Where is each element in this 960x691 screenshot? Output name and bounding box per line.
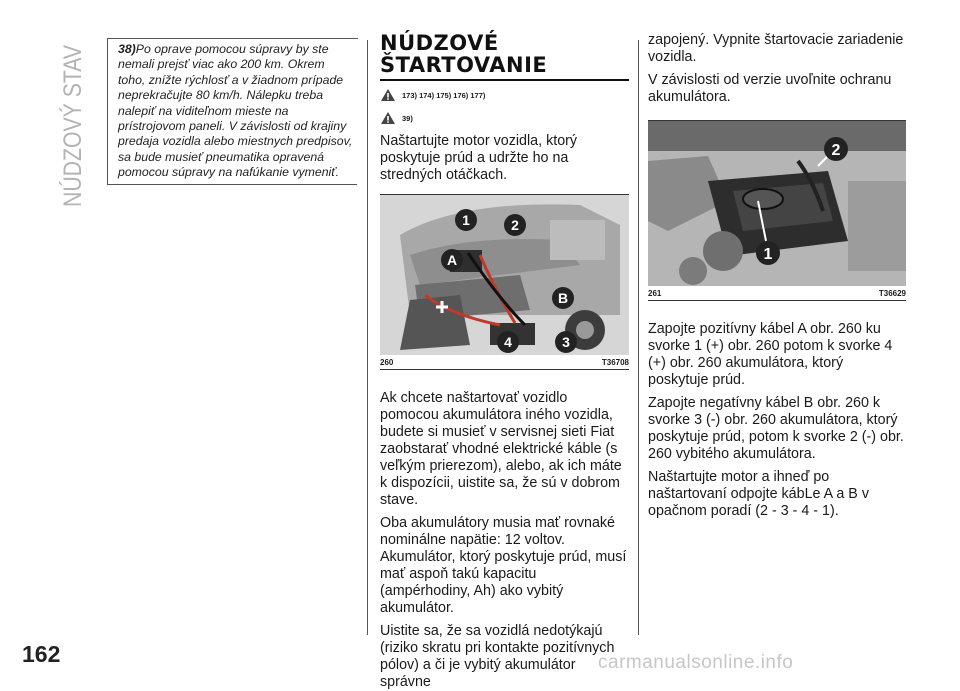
intro-paragraph: Naštartujte motor vozidla, ktorý poskytuje prúd a udržte ho na stredných otáčkach. (380, 133, 578, 183)
warning-note-box (107, 38, 357, 185)
fig-label: 2 (511, 217, 519, 233)
fig-label: 3 (562, 334, 570, 350)
section-side-title (54, 42, 88, 207)
body-paragraph: Uistite sa, že sa vozidlá nedotýkajú (riziko skratu pri kontakte pozitívnych pólov) a či je vybitý akumulátor správne (380, 623, 615, 690)
figure-number: 261 (648, 289, 662, 298)
body-paragraph: V závislosti od verzie uvoľnite ochranu akumulátora. (648, 72, 892, 105)
heading-rule (380, 79, 629, 81)
column-right (648, 32, 906, 520)
battery-terminal-illustration (648, 121, 906, 286)
body-paragraph: Zapojte negatívny kábel B obr. 260 k svorke 3 (-) obr. 260 akumulátora, ktorý poskytuje prúd, potom k svorke 2 (-) obr. 260 vybitého akumulátora. (648, 395, 904, 462)
column-divider (638, 40, 639, 635)
fig-label: 2 (831, 142, 841, 159)
watermark: carmanualsonline.info (598, 652, 794, 673)
svg-text:NÚDZOVÝ STAV: NÚDZOVÝ STAV (59, 42, 87, 207)
attention-triangle-icon (380, 111, 396, 125)
body-paragraph: Zapojte pozitívny kábel A obr. 260 ku svorke 1 (+) obr. 260 potom k svorke 4 (+) obr. 260 akumulátora, ktorý poskytuje prúd. (648, 321, 893, 388)
section-heading: NÚDZOVÉ ŠTARTOVANIE (380, 31, 548, 77)
figure-number: 260 (380, 358, 394, 367)
figure-code: T36708 (601, 358, 629, 367)
fig-label: B (557, 290, 569, 306)
body-paragraph: Oba akumulátory musia mať rovnaké nominálne napätie: 12 voltov. Akumulátor, ktorý poskytuje prúd, musí mať aspoň takú kapacitu (ampérhodiny, Ah) ako vybitý akumulátor. (380, 515, 627, 616)
figure-code: T36629 (878, 289, 906, 298)
page-number: 162 (22, 641, 61, 667)
note-ref: 38) (118, 42, 136, 56)
column-divider (367, 40, 368, 635)
note-text: Po oprave pomocou súpravy by ste nemali prejsť viac ako 200 km. Okrem toho, znížte rýchlosť a v žiadnom prípade neprekračujte 80 km/h. Nálepku treba nalepiť na viditeľnom mieste na prístrojovom paneli. V závislosti od krajiny predaja vozidla alebo miestnych predpisov, sa bude musieť pneumatika opravená pomocou súpravy na nafúkanie vymeniť. (118, 42, 353, 180)
attention-references: 39) (380, 109, 629, 127)
fig-label: 1 (763, 246, 773, 263)
column-middle (380, 32, 629, 691)
figure-261 (648, 120, 906, 301)
fig-label: A (446, 252, 458, 268)
warning-triangle-icon (380, 88, 396, 102)
fig-label: 4 (504, 334, 512, 350)
body-paragraph: Ak chcete naštartovať vozidlo pomocou akumulátora iného vozidla, budete si musieť v servisnej sieti Fiat zaobstarať vhodné elektrické káble (s veľkým prierezom), alebo, ak ich máte k dispozícii, uistite sa, že sú v dobrom stave. (380, 390, 622, 508)
figure-260 (380, 194, 629, 370)
jump-start-illustration (380, 195, 629, 355)
fig-label: 1 (462, 212, 470, 228)
warning-references: 173) 174) 175) 176) 177) (380, 86, 629, 104)
body-paragraph: Naštartujte motor a ihneď po naštartovaní odpojte kábLe A a B v opačnom poradí (2 - 3 - 4 - 1). (648, 469, 869, 519)
body-paragraph: zapojený. Vypnite štartovacie zariadenie vozidla. (648, 32, 904, 65)
